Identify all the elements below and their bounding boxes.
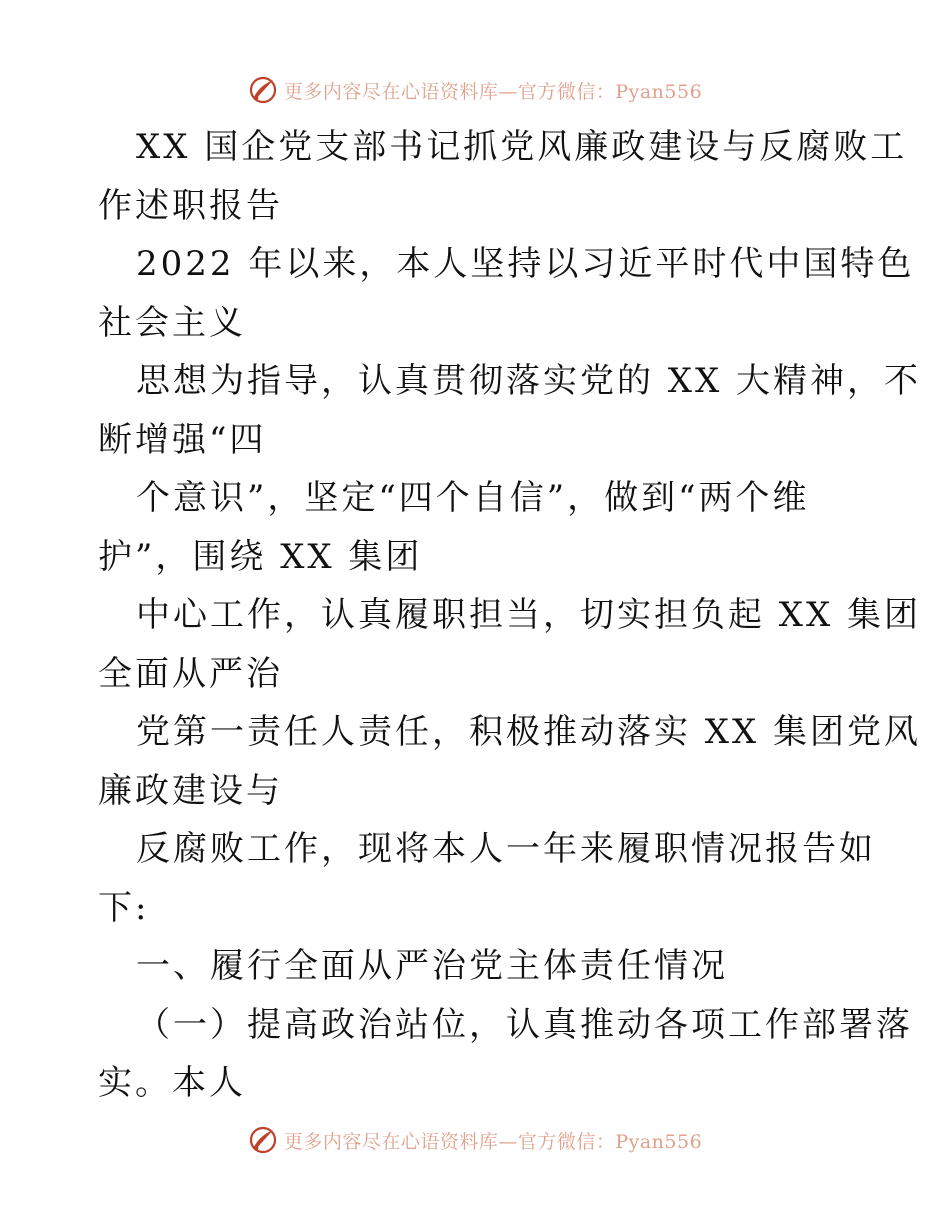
header-banner-text: 更多内容尽在心语资料库—官方微信：Pyan556: [283, 80, 703, 103]
section-heading: 一、履行全面从严治党主体责任情况: [136, 946, 728, 986]
document-body: [98, 118, 922, 1113]
paragraph-line: 个意识”，坚定“四个自信”，做到“两个维: [136, 478, 810, 518]
header-banner: [0, 70, 950, 110]
footer-banner: [0, 1120, 950, 1160]
paragraph-line: 廉政建设与: [98, 770, 283, 811]
footer-banner-text: 更多内容尽在心语资料库—官方微信：Pyan556: [283, 1130, 703, 1153]
document-title-line-2: 作述职报告: [98, 185, 283, 226]
paragraph-line: 思想为指导，认真贯彻落实党的 XX 大精神，不: [136, 361, 922, 401]
paragraph-line: 断增强“四: [98, 419, 267, 460]
paragraph-line: 中心工作，认真履职担当，切实担负起 XX 集团: [136, 595, 922, 635]
paragraph-line: 护”，围绕 XX 集团: [98, 536, 423, 577]
paragraph-line: 反腐败工作，现将本人一年来履职情况报告如: [136, 829, 876, 869]
paragraph-line: 社会主义: [98, 302, 246, 343]
subsection-heading-line: （一）提高政治站位，认真推动各项工作部署落: [136, 1004, 913, 1045]
paragraph-line: 下:: [98, 887, 150, 928]
brush-pen-logo-icon: [248, 75, 278, 105]
paragraph-line: 全面从严治: [98, 653, 283, 694]
paragraph-line: 2022 年以来，本人坚持以习近平时代中国特色: [136, 244, 915, 284]
paragraph-line: 实。本人: [98, 1063, 246, 1103]
document-title-line-1: XX 国企党支部书记抓党风廉政建设与反腐败工: [136, 127, 908, 167]
brush-pen-logo-icon: [248, 1125, 278, 1155]
paragraph-line: 党第一责任人责任，积极推动落实 XX 集团党风: [136, 712, 922, 752]
